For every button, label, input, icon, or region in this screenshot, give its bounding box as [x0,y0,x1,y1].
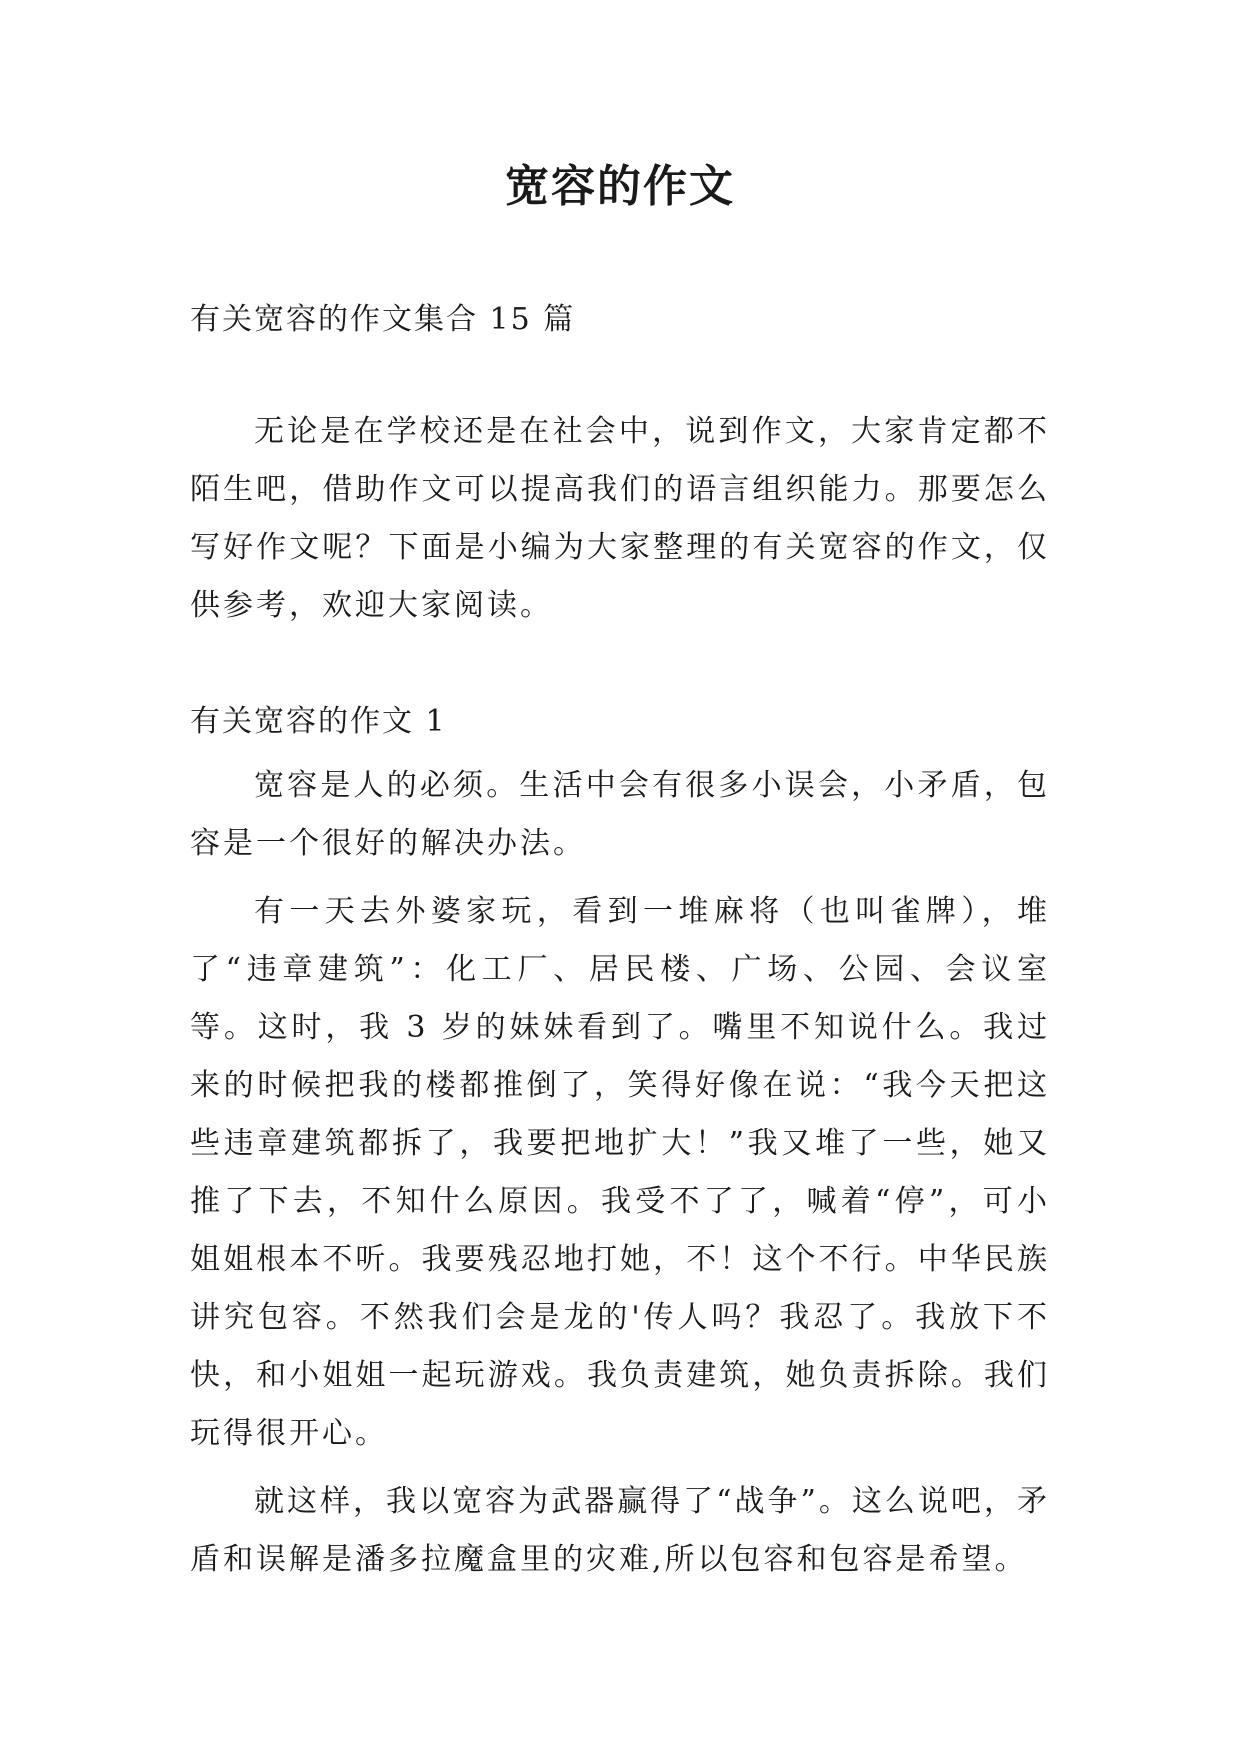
document-page [190,0,1050,1754]
intro-paragraph: 无论是在学校还是在社会中，说到作文，大家肯定都不陌生吧，借助作文可以提高我们的语言组织能力。那要怎么写好作文呢？下面是小编为大家整理的有关宽容的作文，仅供参考，欢迎大家阅读。 [190,414,1050,623]
essay-section [190,697,1050,1589]
essay-heading: 有关宽容的作文 1 [190,704,447,739]
page-title: 宽容的作文 [505,161,735,212]
essay-paragraph: 宽容是人的必须。生活中会有很多小误会，小矛盾，包容是一个很好的解决办法。 [190,768,1050,861]
document-subtitle: 有关宽容的作文集合 15 篇 [190,302,576,337]
essay-paragraph: 有一天去外婆家玩，看到一堆麻将（也叫雀牌），堆了“违章建筑”：化工厂、居民楼、广场、公园、会议室等。这时，我 3 岁的妹妹看到了。嘴里不知说什么。我过来的时候把我的楼都推倒了，笑得好像在说：“我今天把这些违章建筑都拆了，我要把地扩大！”我又堆了一些，她又推了下去，不知什么原因。我受不了了，喊着“停”，可小姐姐根本不听。我要残忍地打她，不！这个不行。中华民族讲究包容。不然我们会是龙的'传人吗？我忍了。我放下不快，和小姐姐一起玩游戏。我负责建筑，她负责拆除。我们玩得很开心。 [190,894,1050,1451]
essay-paragraph: 就这样，我以宽容为武器赢得了“战争”。这么说吧，矛盾和误解是潘多拉魔盒里的灾难,所以包容和包容是希望。 [190,1484,1050,1577]
